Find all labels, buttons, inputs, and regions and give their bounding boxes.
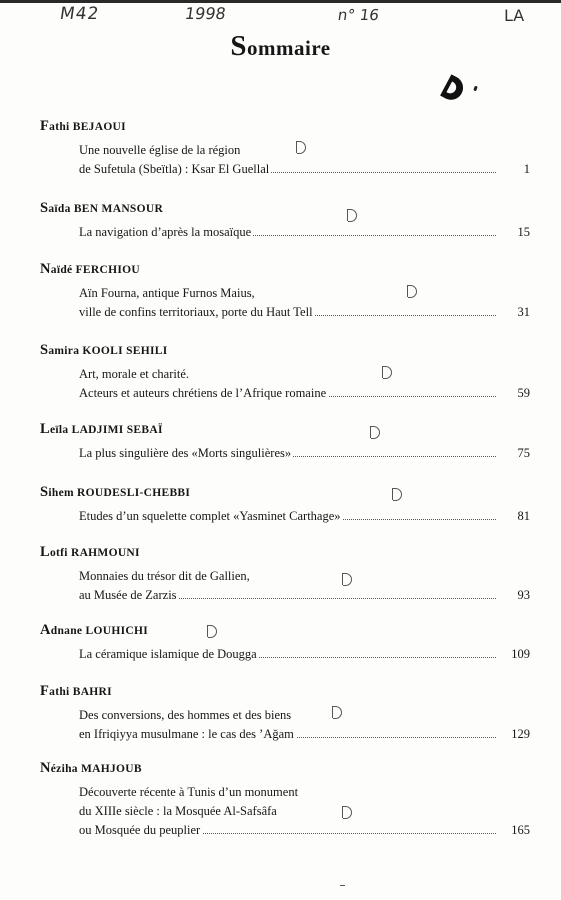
title-initial: S xyxy=(230,30,248,62)
author-surname: amira KOOLI SEHILI xyxy=(48,345,168,357)
article-title-text: du XIIIe siècle : la Mosquée Al-Safsâfa xyxy=(79,804,277,818)
author-initial: N xyxy=(40,760,51,776)
page-number: 165 xyxy=(511,823,530,837)
title-rest: ommaire xyxy=(247,36,331,60)
author-surname: otfi RAHMOUNI xyxy=(49,547,140,559)
page-title xyxy=(0,30,561,63)
author-name xyxy=(40,200,163,217)
author-name xyxy=(40,484,190,501)
page-number: 15 xyxy=(517,225,530,239)
author-initial: F xyxy=(40,118,50,134)
page-number: 59 xyxy=(517,386,530,400)
article-title-text: La plus singulière des «Morts singulières» xyxy=(79,446,292,460)
article-title-text: de Sufetula (Sbeïtla) : Ksar El Guellal xyxy=(79,162,270,176)
author-surname: athi BAHRI xyxy=(49,686,112,698)
article-title-line-final xyxy=(79,647,530,663)
handwritten-note-left: M42 xyxy=(58,4,101,24)
author-surname: athi BEJAOUI xyxy=(49,121,126,133)
author-initial: S xyxy=(40,342,49,358)
article-title-line-final xyxy=(79,225,530,241)
author-initial: N xyxy=(40,261,51,277)
article-title-text: Monnaies du trésor dit de Gallien, xyxy=(79,569,250,583)
article-title-line-final xyxy=(79,162,530,178)
article-title-text: au Musée de Zarzis xyxy=(79,588,177,602)
d-stamp-mark xyxy=(439,74,471,107)
article-title-line-final xyxy=(79,588,530,604)
author-name xyxy=(40,683,112,700)
article-title-line xyxy=(79,708,530,724)
article-title-line-final xyxy=(79,305,530,321)
author-name xyxy=(40,342,168,359)
article-title-text: Art, morale et charité. xyxy=(79,367,190,381)
page-number: 129 xyxy=(511,727,530,741)
author-surname: éziha MAHJOUB xyxy=(50,763,142,775)
author-name xyxy=(40,622,148,639)
ink-dot xyxy=(473,86,478,92)
author-surname: aïda BEN MANSOUR xyxy=(48,203,164,215)
author-initial: F xyxy=(40,683,50,699)
pencil-d-mark xyxy=(340,805,354,821)
author-name xyxy=(40,261,140,278)
article-title-line xyxy=(79,286,530,302)
article-title-text: en Ifriqiyya musulmane : le cas des ’Aǧam xyxy=(79,727,294,741)
pencil-d-mark xyxy=(390,487,404,503)
author-name xyxy=(40,118,126,135)
author-initial: A xyxy=(40,622,51,638)
author-name xyxy=(40,544,140,561)
pencil-d-mark xyxy=(340,572,354,588)
author-initial: S xyxy=(40,200,49,216)
article-title-line xyxy=(79,569,530,585)
handwritten-initials: LA xyxy=(504,6,525,25)
article-title-line-final xyxy=(79,446,530,462)
article-title-text: Acteurs et auteurs chrétiens de l’Afrique romaine xyxy=(79,386,327,400)
page-number: 81 xyxy=(517,509,530,523)
pencil-d-mark xyxy=(294,140,308,156)
pencil-d-mark xyxy=(380,365,394,381)
article-title-text: ville de confins territoriaux, porte du Haut Tell xyxy=(79,305,313,319)
author-initial: L xyxy=(40,421,50,437)
article-title-text: Des conversions, des hommes et des biens xyxy=(79,708,292,722)
author-surname: eïla LADJIMI SEBAÏ xyxy=(49,424,163,436)
handwritten-issue-number: n° 16 xyxy=(336,6,381,24)
author-name xyxy=(40,421,163,438)
page-number: 109 xyxy=(511,647,530,661)
author-surname: ihem ROUDESLI-CHEBBI xyxy=(48,487,191,499)
pencil-d-mark xyxy=(330,705,344,721)
pencil-d-mark xyxy=(405,284,419,300)
article-title-text: Découverte récente à Tunis d’un monument xyxy=(79,785,299,799)
footer-mark xyxy=(340,885,345,886)
handwritten-year: 1998 xyxy=(183,4,228,23)
author-surname: dnane LOUHICHI xyxy=(50,625,148,637)
article-title-text: Etudes d’un squelette complet «Yasminet Carthage» xyxy=(79,509,341,523)
article-title-text: La céramique islamique de Dougga xyxy=(79,647,257,661)
author-initial: S xyxy=(40,484,49,500)
article-title-line xyxy=(79,804,530,820)
author-initial: L xyxy=(40,544,50,560)
article-title-line xyxy=(79,367,530,383)
pencil-d-mark xyxy=(345,208,359,224)
article-title-line-final xyxy=(79,386,530,402)
top-rule xyxy=(0,0,561,3)
article-title-text: La navigation d’après la mosaïque xyxy=(79,225,252,239)
pencil-d-mark xyxy=(205,624,219,640)
page-number: 93 xyxy=(517,588,530,602)
pencil-d-mark xyxy=(368,425,382,441)
author-surname: aïdé FERCHIOU xyxy=(50,264,140,276)
author-name xyxy=(40,760,142,777)
article-title-line-final xyxy=(79,509,530,525)
article-title-line-final xyxy=(79,823,530,839)
page-number: 31 xyxy=(517,305,530,319)
article-title-text: Aïn Fourna, antique Furnos Maius, xyxy=(79,286,255,300)
article-title-text: Une nouvelle église de la région xyxy=(79,143,241,157)
article-title-line-final xyxy=(79,727,530,743)
page-number: 1 xyxy=(523,162,530,176)
page-number: 75 xyxy=(517,446,530,460)
article-title-text: ou Mosquée du peuplier xyxy=(79,823,201,837)
article-title-line xyxy=(79,785,530,801)
